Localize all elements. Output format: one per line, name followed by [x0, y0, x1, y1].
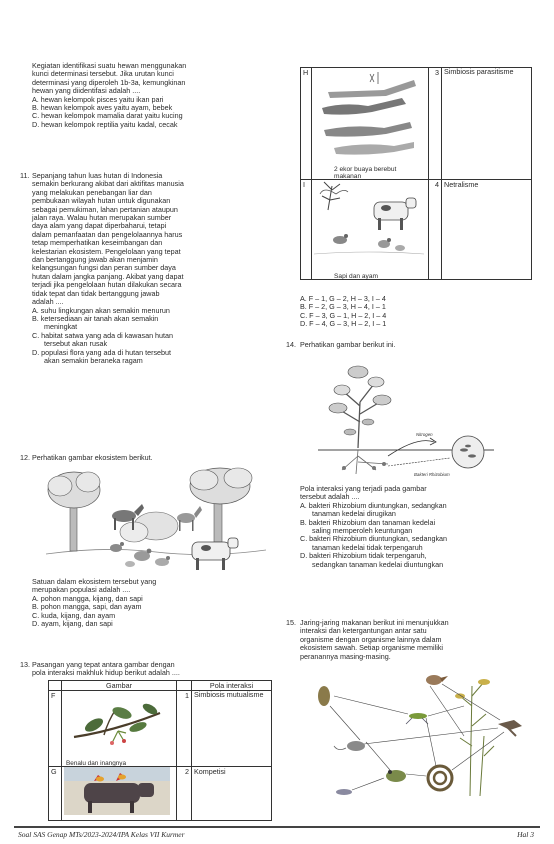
table-row: [49, 767, 272, 821]
option-c: C. kuda, kijang, dan ayam: [32, 610, 116, 620]
q11-text: [32, 172, 270, 307]
footer-left: Soal SAS Genap MTs/2023-2024/IPA Kelas VII Kurmer: [18, 830, 185, 839]
row-num: 3: [429, 68, 442, 180]
snake-figure: [428, 766, 452, 790]
text-line: terjadi jika pengelolaan hutan dilakukan secara: [32, 280, 182, 290]
text-line: Kegiatan identifikasi suatu hewan menggunakan: [32, 61, 187, 70]
rat-figure: [334, 741, 365, 751]
option-b: B. F – 2, G – 3, H – 4, I – 1: [300, 302, 386, 312]
fish-figure: [336, 789, 352, 795]
footer-rule: [14, 826, 540, 828]
q13-stem: [32, 661, 272, 678]
option-d: D. populasi flora yang ada di hutan tersebut: [32, 347, 172, 357]
ecosystem-illustration: [46, 466, 266, 578]
option-a: A. hewan kelompok pisces yaitu ikan pari: [32, 94, 164, 104]
caption-h: 2 ekor buaya berebut makanan: [334, 165, 397, 181]
rhizobium-label: Bakteri Rhizobium: [414, 472, 450, 477]
text-line: organisme dengan organisme lainnya dalam: [300, 634, 442, 644]
frog-figure: [386, 770, 406, 782]
text-line: ekosistem sawah. Setiap organisme memiliki: [300, 643, 444, 653]
option-d: D. F – 4, G – 3, H – 2, I – 1: [300, 319, 387, 329]
text-line: determinasi yang diperoleh 1b-3a, kemungkinan: [32, 77, 186, 87]
text-line: Pasangan yang tepat antara gambar dengan: [32, 660, 175, 669]
option-b: B. pohon mangga, sapi, dan ayam: [32, 602, 142, 612]
row-num: 4: [429, 180, 442, 280]
option-b: B. ketersediaan air tanah akan semakin: [32, 313, 159, 323]
option-a: A. bakteri Rhizobium diuntungkan, sedangkan: [300, 500, 447, 510]
q12-stem: Perhatikan gambar ekosistem berikut.: [32, 453, 153, 462]
text-line: pola interaksi makhluk hidup berikut adalah ....: [32, 668, 180, 678]
row-image: [312, 68, 429, 180]
option-c: C. habitat satwa yang ada di kawasan hutan: [32, 330, 174, 340]
option-a: A. F – 1, G – 2, H – 3, I – 4: [300, 294, 386, 303]
row-letter: F: [49, 691, 62, 767]
option-b-cont: meningkat: [44, 322, 78, 332]
nitrogen-label: Nitrogen: [416, 432, 433, 437]
option-d-cont: sedangkan tanaman kedelai diuntungkan: [312, 559, 444, 569]
cow-chicken-image: [314, 180, 424, 266]
q11-block: [32, 172, 270, 365]
q11-options: [32, 307, 270, 366]
option-b-cont: saling memperoleh keuntungan: [312, 526, 413, 536]
row-interaction: Netralisme: [442, 180, 532, 280]
row-letter: I: [301, 180, 312, 280]
row-letter: G: [49, 767, 62, 821]
option-c: C. F – 3, G – 1, H – 2, I – 4: [300, 310, 387, 320]
option-c: C. bakteri Rhizobium diuntungkan, sedangkan: [300, 534, 448, 544]
bird-figure: [426, 675, 448, 685]
option-d: D. hewan kelompok reptilia yaitu kadal, cecak: [32, 119, 178, 129]
row-letter: H: [301, 68, 312, 180]
mistletoe-host-image: [64, 691, 170, 753]
text-line: semakin berkurang akibat dari aktifitas manusia: [32, 179, 184, 189]
option-d: D. bakteri Rhizobium tidak terpengaruh,: [300, 551, 427, 561]
caterpillar-figure: [318, 686, 330, 706]
row-num: 1: [177, 691, 192, 767]
q13-number: 13.: [20, 660, 30, 669]
row-interaction: Kompetisi: [192, 767, 272, 821]
table-row: [301, 68, 532, 180]
text-line: dan bertanggung jawab akan menjamin: [32, 255, 158, 265]
option-b: B. hewan kelompok aves yaitu ayam, bebek: [32, 103, 173, 113]
q12-number: 12.: [20, 453, 30, 462]
option-c: C. hewan kelompok mamalia darat yaitu kucing: [32, 111, 183, 121]
row-image: [312, 180, 429, 280]
text-line: pembukaan wilayah hutan untuk digunakan: [32, 196, 171, 206]
text-line: kunci determinasi tersebut. Jika urutan kunci: [32, 69, 174, 79]
option-c-cont: tanaman kedelai tidak terpengaruh: [312, 542, 423, 552]
text-line: merupakan populasi adalah ....: [32, 585, 131, 595]
caption-i: Sapi dan ayam: [334, 273, 378, 280]
option-a: A. pohon mangga, kijang, dan sapi: [32, 593, 143, 603]
crocodiles-image: [314, 68, 424, 160]
table-row: [49, 691, 272, 767]
caption-f: Benalu dan inangnya: [66, 760, 127, 767]
table-row: [301, 180, 532, 280]
text-line: Pola interaksi yang terjadi pada gambar: [300, 484, 427, 493]
interaction-table-right: [300, 67, 532, 280]
page-number: Hal 3: [517, 830, 534, 839]
food-web-illustration: [300, 666, 530, 816]
row-num: 2: [177, 767, 192, 821]
q14-stem: Perhatikan gambar berikut ini.: [300, 340, 396, 349]
option-d-cont: akan semakin beraneka ragam: [44, 355, 143, 365]
grasshopper-figure: [406, 713, 428, 724]
option-a: A. suhu lingkungan akan semakin menurun: [32, 305, 170, 315]
text-line: kelestarian ekosistem. Pengelolaan yang tepat: [32, 246, 181, 256]
q14-after: [300, 485, 536, 569]
text-line: tetap memperhatikan keseimbangan dan: [32, 238, 163, 248]
text-line: daya alam yang dapat diperbaharui, tetapi: [32, 221, 167, 231]
text-line: tidak tepat dan tidak bertanggung jawab: [32, 288, 160, 298]
q10-block: [32, 62, 270, 129]
text-line: Jaring-jaring makanan berikut ini menunjukkan: [300, 618, 449, 627]
option-b: B. bakteri Rhizobium dan tanaman kedelai: [300, 517, 436, 527]
text-line: Satuan dalam ekosistem tersebut yang: [32, 577, 157, 586]
option-c-cont: tersebut akan rusak: [44, 339, 108, 349]
text-line: jalan raya. Walau hutan merupakan sumber: [32, 213, 172, 223]
table-header-gambar: Gambar: [62, 681, 177, 691]
q11-number: 11.: [20, 171, 30, 180]
text-line: sebagai pemukiman, lahan pertanian ataupun: [32, 204, 178, 214]
text-line: interaksi dan ketergantungan antar satu: [300, 626, 427, 636]
option-d: D. ayam, kijang, dan sapi: [32, 619, 113, 629]
text-line: Sepanjang tahun luas hutan di Indonesia: [32, 171, 163, 180]
q12-after: [32, 578, 270, 628]
text-line: dalam pemanfaatan dan pengelolaannya harus: [32, 229, 183, 239]
q10-options: [32, 96, 270, 130]
text-line: adalah ....: [32, 297, 64, 307]
soybean-rhizobium-illustration: [318, 352, 494, 480]
text-line: yang melakukan penebangan liar dan: [32, 187, 152, 197]
option-a-cont: tanaman kedelai dirugikan: [312, 509, 396, 519]
text-line: hewan yang diidentifasi adalah ....: [32, 86, 141, 96]
q13-options: [300, 295, 532, 329]
interaction-table-left: [48, 680, 272, 821]
rice-plant: [460, 682, 494, 796]
text-line: peranannya masing-masing.: [300, 651, 391, 661]
row-interaction: Simbiosis parasitisme: [442, 68, 532, 180]
q15-number: 15.: [286, 618, 296, 627]
row-image: [62, 767, 177, 821]
q14-number: 14.: [286, 340, 296, 349]
q15-block: [300, 619, 536, 661]
text-line: tersebut adalah ....: [300, 492, 360, 502]
row-interaction: Simbiosis mutualisme: [192, 691, 272, 767]
row-image: [62, 691, 177, 767]
buffalo-bird-image: [64, 767, 170, 815]
text-line: hutan dalam jangka panjang. Akibat yang dapat: [32, 271, 184, 281]
table-header-pola: Pola interaksi: [192, 681, 272, 691]
q10-text: [32, 62, 270, 96]
text-line: kelangsungan fungsi dan peran sumber daya: [32, 263, 176, 273]
